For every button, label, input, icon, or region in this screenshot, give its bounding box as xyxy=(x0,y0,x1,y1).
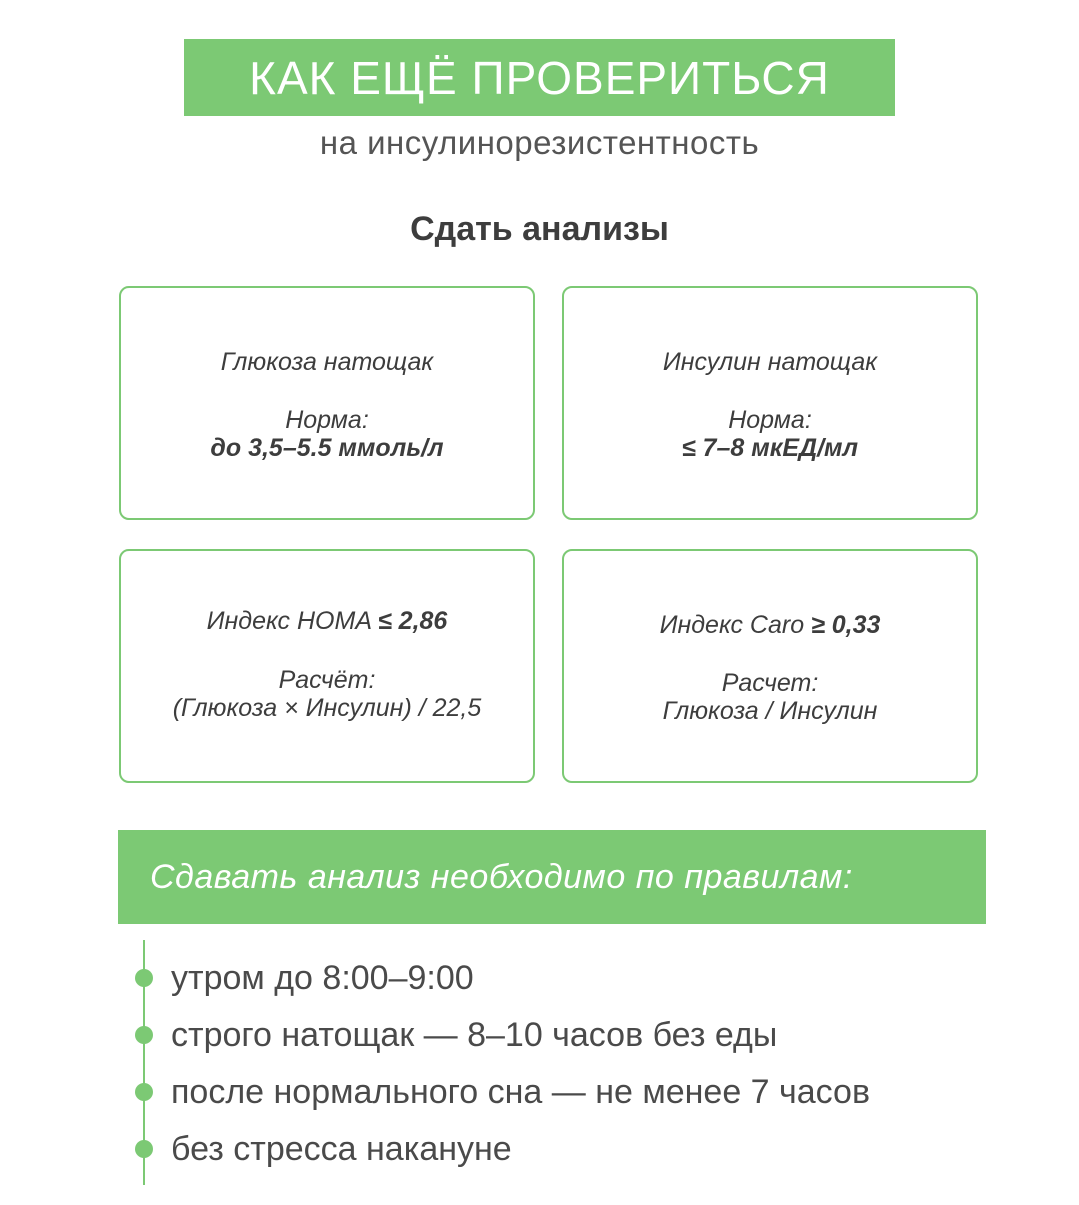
card-formula: (Глюкоза × Инсулин) / 22,5 xyxy=(172,694,482,722)
card-label: Норма: xyxy=(728,406,812,434)
bullet-dot-icon xyxy=(135,1140,153,1158)
card-glucose xyxy=(119,286,535,520)
bullet-dot-icon xyxy=(135,1026,153,1044)
list-item-text: утром до 8:00–9:00 xyxy=(171,958,474,997)
list-item-text: строго натощак — 8–10 часов без еды xyxy=(171,1015,778,1054)
section-heading: Сдать анализы xyxy=(410,210,669,248)
card-value: до 3,5–5.5 ммоль/л xyxy=(210,434,444,462)
rules-banner-text: Сдавать анализ необходимо по правилам: xyxy=(150,857,853,896)
card-title xyxy=(121,607,533,636)
card-label: Расчёт: xyxy=(278,666,376,694)
card-title-prefix: Индекс Caro xyxy=(659,611,805,639)
card-caro-index xyxy=(562,549,978,783)
card-title xyxy=(564,611,976,640)
list-item-text: без стресса накануне xyxy=(171,1129,512,1168)
card-title-value: ≥ 0,33 xyxy=(811,611,881,639)
list-item xyxy=(135,1015,777,1055)
list-item xyxy=(135,958,474,998)
card-title: Инсулин натощак xyxy=(662,348,878,376)
list-item xyxy=(135,1072,870,1112)
card-title-value: ≤ 2,86 xyxy=(378,607,448,635)
card-insulin xyxy=(562,286,978,520)
card-title: Глюкоза натощак xyxy=(220,348,434,376)
card-title-prefix: Индекс HOMA xyxy=(206,607,372,635)
rules-banner xyxy=(118,830,986,924)
page-title: КАК ЕЩЁ ПРОВЕРИТЬСЯ xyxy=(249,51,830,104)
card-label: Норма: xyxy=(285,406,369,434)
list-item-text: после нормального сна — не менее 7 часов xyxy=(171,1072,871,1111)
list-item xyxy=(135,1129,512,1169)
card-label: Расчет: xyxy=(721,669,819,697)
card-homa-index xyxy=(119,549,535,783)
card-formula: Глюкоза / Инсулин xyxy=(662,697,878,725)
bullet-dot-icon xyxy=(135,969,153,987)
title-banner xyxy=(184,39,895,116)
card-value: ≤ 7–8 мкЕД/мл xyxy=(681,434,859,462)
page-subtitle: на инсулинорезистентность xyxy=(319,124,760,161)
bullet-dot-icon xyxy=(135,1083,153,1101)
